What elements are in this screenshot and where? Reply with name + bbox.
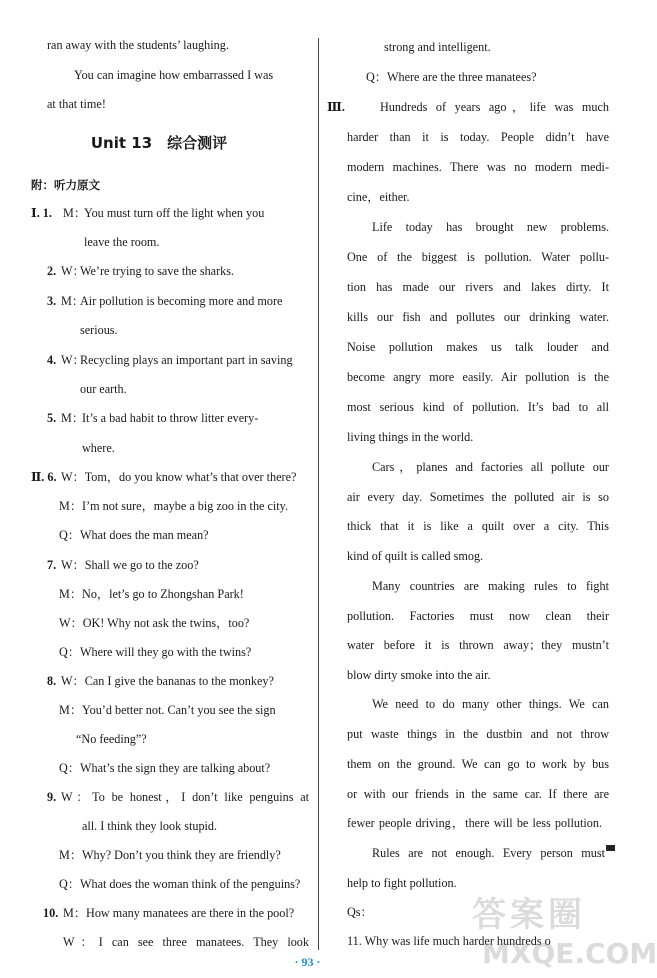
paragraph-line: Many countries are making rules to fight (372, 579, 609, 593)
paragraph-line: You can imagine how embarrassed I was (74, 68, 274, 82)
paragraph-line: at that time! (47, 97, 106, 111)
paragraph-line: fewer people driving，there will be less pollution. (347, 816, 602, 830)
paragraph-line: or with our friends in the same car. If there are (347, 787, 609, 801)
paragraph-line: tion has made our rivers and lakes dirty. It (347, 280, 609, 294)
dialogue-line: “No feeding”? (76, 732, 147, 746)
question-number: 10. (43, 906, 59, 920)
speaker: M： (63, 206, 87, 220)
dialogue-line: W：Shall we go to the zoo? (61, 558, 199, 572)
part-marker: Ⅲ. (327, 100, 345, 114)
question-number: 5. (47, 411, 57, 425)
dialogue-line: M：No，let’s go to Zhongshan Park! (59, 587, 244, 601)
paragraph-line: become angry more easily. Air pollution is the (347, 370, 609, 384)
paragraph-line: harder than it is today. People didn’t have (347, 130, 609, 144)
question-line: 11. Why was life much harder hundreds o (347, 934, 551, 948)
question-number: 4. (47, 353, 57, 367)
question-number: 8. (47, 674, 57, 688)
appendix-label: 附：听力原文 (31, 178, 100, 192)
dialogue-line: Recycling plays an important part in saving (80, 353, 293, 367)
page-number: · 93 · (294, 955, 321, 969)
watermark-logo (468, 893, 657, 975)
watermark-url: MXQE.COM (482, 937, 657, 970)
dialogue-line: where. (82, 441, 115, 455)
question-number: 2. (47, 264, 57, 278)
paragraph-line: Rules are not enough. Every person must (372, 846, 605, 860)
dialogue-line: strong and intelligent. (384, 40, 491, 54)
dialogue-line: our earth. (80, 382, 127, 396)
dialogue-line: W：Can I give the bananas to the monkey? (61, 674, 274, 688)
paragraph-line: them on the ground. We can go to work by bus (347, 757, 609, 771)
question-number: 3. (47, 294, 57, 308)
speaker: M： (61, 411, 85, 425)
paragraph-line: help to fight pollution. (347, 876, 457, 890)
speaker: W： (61, 264, 85, 278)
speaker: M： (61, 294, 85, 308)
question-number: 9. (47, 790, 57, 804)
speaker: W： (61, 353, 85, 367)
dialogue-line: Air pollution is becoming more and more (80, 294, 283, 308)
question-number: 7. (47, 558, 57, 572)
dialogue-line: W：Tom，do you know what’s that over there? (61, 470, 297, 484)
column-divider (318, 38, 319, 950)
dialogue-line: serious. (80, 323, 118, 337)
dialogue-line: M：Why? Don’t you think they are friendly? (59, 848, 281, 862)
paragraph-line: Life today has brought new problems. (372, 220, 609, 234)
paragraph-line: air every day. Sometimes the polluted air is so (347, 490, 609, 504)
dialogue-line: W：OK! Why not ask the twins，too? (59, 616, 250, 630)
paragraph-line: kind of quilt is called smog. (347, 549, 484, 563)
dialogue-line: You must turn off the light when you (84, 206, 265, 220)
paragraph-line: thick that it is like a quilt over a city. This (347, 519, 609, 533)
paragraph-line: blow dirty smoke into the air. (347, 668, 491, 682)
unit-title: Unit 13 综合测评 (90, 134, 228, 152)
paragraph-line: Qs： (347, 905, 373, 919)
dialogue-line: Q：What’s the sign they are talking about? (59, 761, 271, 775)
dialogue-line: W：To be honest，I don’t like penguins at (61, 790, 309, 804)
paragraph-line: ran away with the students’ laughing. (47, 38, 229, 52)
dialogue-line: We’re trying to save the sharks. (80, 264, 235, 278)
paragraph-line: living things in the world. (347, 430, 474, 444)
dialogue-line: M：You’d better not. Can’t you see the sign (59, 703, 276, 717)
dialogue-line: Q：What does the man mean? (59, 528, 209, 542)
dialogue-line: It’s a bad habit to throw litter every- (82, 411, 259, 425)
dialogue-line: Q：Where are the three manatees? (366, 70, 537, 84)
paragraph-line: kills our fish and pollutes our drinking water. (347, 310, 609, 324)
paragraph-line: most serious kind of pollution. It’s bad to all (347, 400, 609, 414)
paragraph-line: modern machines. There was no modern medi- (347, 160, 609, 174)
paragraph-line: water before it is thrown away；they mustn’t (347, 638, 609, 652)
paragraph-line: Cars，planes and factories all pollute our (372, 460, 609, 474)
paragraph-line: One of the biggest is pollution. Water pollu- (347, 250, 609, 264)
paragraph-line: pollution. Factories must now clean their (347, 609, 609, 623)
watermark-text: 答案圈 (472, 895, 586, 935)
dialogue-line: leave the room. (84, 235, 160, 249)
dialogue-line: W：I can see three manatees. They look (63, 935, 309, 949)
dialogue-line: Q：What does the woman think of the penguins? (59, 877, 301, 891)
edge-mark (606, 845, 615, 851)
paragraph-line: Hundreds of years ago，life was much (380, 100, 609, 114)
paragraph-line: put waste things in the dustbin and not throw (347, 727, 609, 741)
paragraph-line: cine，either. (347, 190, 410, 204)
dialogue-line: all. I think they look stupid. (82, 819, 218, 833)
question-number: Ⅱ. 6. (31, 470, 57, 484)
paragraph-line: We need to do many other things. We can (372, 697, 609, 711)
dialogue-line: M：I’m not sure，maybe a big zoo in the city. (59, 499, 289, 513)
paragraph-line: Noise pollution makes us talk louder and (347, 340, 609, 354)
dialogue-line: Q：Where will they go with the twins? (59, 645, 252, 659)
question-number: Ⅰ. 1. (31, 206, 52, 220)
dialogue-line: M：How many manatees are there in the pool? (63, 906, 295, 920)
